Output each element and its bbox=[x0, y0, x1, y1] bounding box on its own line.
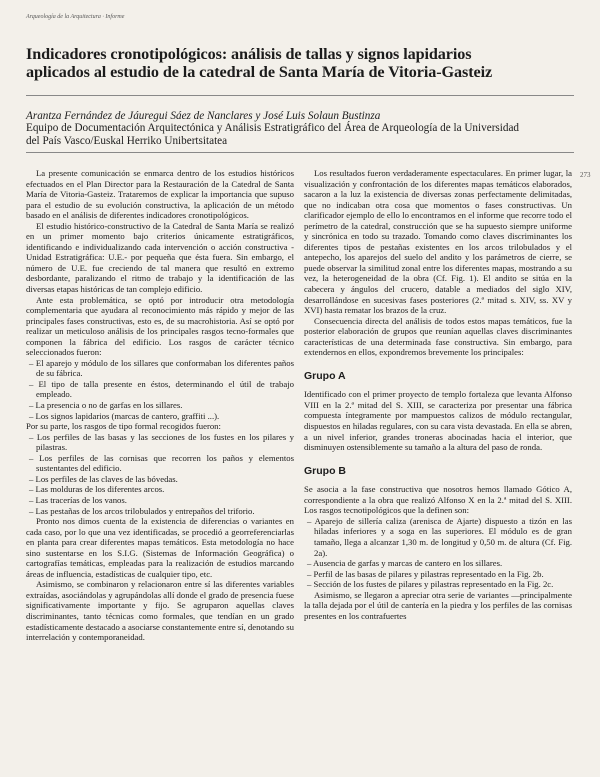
list-item: – Los signos lapidarios (marcas de cantero, graffiti ...). bbox=[29, 410, 220, 421]
affiliation bbox=[26, 122, 584, 147]
title-line: Indicadores cronotipológicos: análisis de tallas y signos lapidarios bbox=[26, 45, 472, 63]
paragraph: Identificado con el primer proyecto de templo fortaleza que levanta Alfonso VIII en la 2.ª mitad del S. XIII, se caracteriza por presentar una fábrica compuesta íntegramente por mampuestos calizos de módulo rectangular, dispuestos en hiladas regulares, con su cara vista devastada. En ella se abren, a un nivel inferior, grandes troneras abocinadas hacia el interior, que disminuyen ostensiblemente su tamaño a la altura del paso de ronda. bbox=[304, 389, 572, 453]
authors: Arantza Fernández de Jáuregui Sáez de Nanclares y José Luis Solaun Bustinza bbox=[26, 110, 381, 122]
formal-features-list bbox=[26, 432, 294, 516]
list-item: – El aparejo y módulo de los sillares que conformaban los diferentes paños de su fábrica. bbox=[29, 357, 294, 379]
affiliation-line: Equipo de Documentación Arquitectónica y Análisis Estratigráfico del Área de Arqueología de la Universidad bbox=[26, 122, 520, 134]
running-head: Arqueología de la Arquitectura · Informe bbox=[26, 14, 125, 20]
paragraph: Pronto nos dimos cuenta de la existencia de diferencias o variantes en cada caso, por lo que una vez identificadas, se procedió a georreferenciarlas en planta para crear diferentes mapas temáticos. Esta metodología no hace sino sustentarse en los S.I.G. (Sistemas de Información Geográfica) o cartografías temáticas, empleadas para la realización de estudios marcando áreas de influencia, estadísticas de cualquier tipo, etc. bbox=[26, 516, 294, 579]
paragraph: Los resultados fueron verdaderamente espectaculares. En primer lugar, la visualización y confrontación de los diferentes mapas temáticos elaborados, sacaron a la luz la existencia de diversas zonas perfectamente delimitadas, que no indicaban otra cosa que momentos o fases constructivas. Un clarificador ejemplo de ello lo encontramos en el informe que recorre todo el perímetro de la catedral, construcción que se ha supuesto siempre uniforme y sincrónica en todo su trazado. Tomando como claves discriminantes los diferentes tipos de pestañas existentes en los arcos trilobulados y el antepecho, los aparejos del suelo del andito y los parámetros de cierre, se puede observar la similitud zonal entre los diferentes mapas, mostrando a su vez, la heterogeneidad de la obra (Cf. Fig. 1). El andito se sitúa en la cabecera y ángulos del crucero, datable a mediados del siglo XIV, desarrollándose en sucesivas fases posteriores (2.ª mitad s. XIV, ss. XV y XVI) hasta rematar los brazos de la cruz. bbox=[304, 168, 572, 316]
section-heading-group-a: Grupo A bbox=[304, 369, 346, 382]
list-item: – Sección de los fustes de pilares y pilastras representado en la Fig. 2c. bbox=[307, 579, 554, 590]
technical-features-list bbox=[26, 358, 294, 421]
side-page-number: 273 bbox=[580, 171, 591, 179]
list-item: – Perfil de las basas de pilares y pilastras representado en la Fig. 2b. bbox=[307, 568, 544, 579]
section-heading-group-b: Grupo B bbox=[304, 464, 346, 477]
paragraph: Ante esta problemática, se optó por introducir otra metodología complementaria que ayudara al reconocimiento más rápido y mejor de las principales fases constructivas, esto es, de su macrohistoria. Así se optó por realizar un meticuloso análisis de los principales rasgos tecno-formales que componen la fábrica del edificio. Los rasgos de carácter técnico seleccionados fueron: bbox=[26, 294, 294, 358]
list-item: – Las tracerías de los vanos. bbox=[29, 494, 127, 505]
title-line: aplicados al estudio de la catedral de Santa María de Vitoria-Gasteiz bbox=[26, 63, 493, 81]
paragraph: El estudio histórico-constructivo de la Catedral de Santa María se realizó en un primer momento bajo criterios únicamente estratigráficos, identificando e individualizando cada intervención o acción constructiva -Unidad Estratigráfica: U.E.- por pequeña que ésta fuera. Sin embargo, el número de U.E. fue creciendo de tal manera que resultó en extremo desbordante, paralizando el ritmo de trabajo y la identificación de las diversas etapas históricas de tan complejo edificio. bbox=[26, 220, 294, 295]
paragraph: Se asocia a la fase constructiva que nosotros hemos llamado Gótico A, correspondiente a la obra que realizó Alfonso X en la 2.ª mitad del S. XIII. Los rasgos tecnotipológicos que la definen son: bbox=[304, 484, 572, 516]
list-item: – Las pestañas de los arcos trilobulados y entrepaños del triforio. bbox=[29, 505, 255, 516]
paragraph: Asimismo, se llegaron a apreciar otra serie de variantes —principalmente la talla dejada por el útil de cantería en la piedra y los perfiles de las cornisas presentes en los contrafuertes bbox=[304, 589, 572, 621]
paragraph: Asimismo, se combinaron y relacionaron entre sí las diferentes variables extraídas, asociándolas y agrupándolas allí donde el grado de presencia fuese significativamente importante y fijo. Se agruparon aquellas claves discriminantes, tanto técnicas como formales, que tendían en un grado estadísticamente destacado a asociarse constantemente entre sí, denotando su interrelación y contemporaneidad. bbox=[26, 579, 295, 643]
group-b-features-list bbox=[304, 516, 572, 590]
article-title bbox=[26, 45, 582, 81]
paragraph: La presente comunicación se enmarca dentro de los estudios históricos efectuados en el Plan Director para la Restauración de la Catedral de Santa María de Vitoria-Gasteiz. Trataremos de explicar la importancia que supuso para el estudio de su evolución constructiva, la aplicación de un método basado en el análisis de diferentes indicadores cronotipológicos. bbox=[26, 168, 294, 221]
list-item: – Ausencia de garfas y marcas de cantero en los sillares. bbox=[307, 558, 503, 569]
affiliation-line: del País Vasco/Euskal Herriko Unibertsitatea bbox=[26, 134, 228, 147]
paragraph: Por su parte, los rasgos de tipo formal recogidos fueron: bbox=[26, 421, 221, 432]
list-item: – Las molduras de los diferentes arcos. bbox=[29, 484, 165, 495]
list-item: – Los perfiles de las cornisas que recorren los paños y elementos sustentantes del edificio. bbox=[29, 452, 294, 474]
list-item: – El tipo de talla presente en éstos, determinando el útil de trabajo empleado. bbox=[29, 378, 294, 400]
title-rule bbox=[26, 95, 574, 96]
list-item: – Los perfiles de las claves de las bóvedas. bbox=[29, 473, 178, 484]
left-column bbox=[26, 168, 294, 643]
list-item: – Aparejo de sillería caliza (arenisca de Ajarte) dispuesto a tizón en las hiladas inferiores y a soga en las superiores. El módulo es de gran tamaño, llega a alcanzar 1,30 m. de longitud y 0,50 m. de altura (Cf. Fig. 2a). bbox=[307, 515, 572, 558]
list-item: – La presencia o no de garfas en los sillares. bbox=[29, 400, 183, 411]
header-rule bbox=[26, 152, 574, 153]
right-column bbox=[304, 168, 572, 621]
paragraph: Consecuencia directa del análisis de todos estos mapas temáticos, fue la posterior elaboración de grupos que reunían aquellas claves discriminantes características de una determinada fase constructiva. Sin embargo, para extendernos en ellos, expondremos brevemente los principales: bbox=[304, 315, 572, 358]
list-item: – Los perfiles de las basas y las secciones de los fustes en los pilares y pilastras. bbox=[29, 431, 294, 453]
